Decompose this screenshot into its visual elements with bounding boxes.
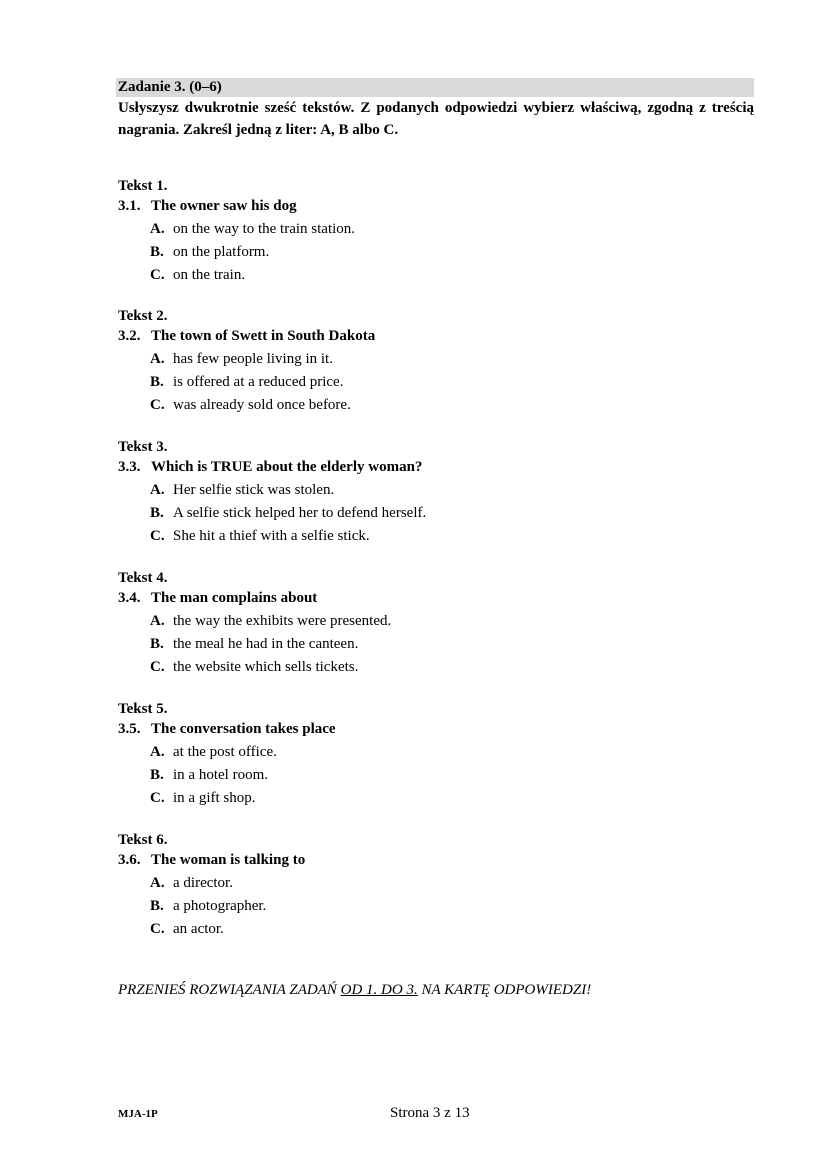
option-text: on the train. [173, 267, 246, 283]
option-b[interactable] [118, 371, 758, 394]
option-text: in a hotel room. [173, 767, 268, 783]
option-letter[interactable]: C. [150, 790, 165, 806]
option-text: was already sold once before. [173, 397, 351, 413]
option-c[interactable] [118, 525, 758, 548]
option-a[interactable] [118, 741, 758, 764]
question-number: 3.2. [118, 328, 141, 344]
text-block-5 [118, 699, 758, 810]
option-text: the meal he had in the canteen. [173, 636, 359, 652]
option-letter[interactable]: B. [150, 505, 164, 521]
question [118, 457, 758, 479]
question-number: 3.4. [118, 590, 141, 606]
option-letter[interactable]: A. [150, 221, 165, 237]
option-c[interactable] [118, 787, 758, 810]
option-b[interactable] [118, 241, 758, 264]
note-part-1: PRZENIEŚ ROZWIĄZANIA ZADAŃ [118, 982, 341, 998]
option-text: is offered at a reduced price. [173, 374, 344, 390]
option-a[interactable] [118, 610, 758, 633]
option-a[interactable] [118, 479, 758, 502]
option-a[interactable] [118, 218, 758, 241]
option-c[interactable] [118, 656, 758, 679]
question [118, 326, 758, 348]
option-c[interactable] [118, 918, 758, 941]
option-text: She hit a thief with a selfie stick. [173, 528, 370, 544]
option-text: a photographer. [173, 898, 267, 914]
option-a[interactable] [118, 348, 758, 371]
question [118, 719, 758, 741]
option-letter[interactable]: A. [150, 875, 165, 891]
option-letter[interactable]: B. [150, 767, 164, 783]
option-letter[interactable]: B. [150, 244, 164, 260]
question [118, 196, 758, 218]
option-text: at the post office. [173, 744, 277, 760]
question-text: Which is TRUE about the elderly woman? [151, 459, 423, 475]
option-letter[interactable]: B. [150, 636, 164, 652]
option-c[interactable] [118, 264, 758, 287]
transfer-answers-note [118, 980, 758, 1000]
text-label: Tekst 6. [118, 832, 168, 848]
option-a[interactable] [118, 872, 758, 895]
question-number: 3.1. [118, 198, 141, 214]
task-header: Zadanie 3. (0–6) [116, 78, 754, 97]
option-letter[interactable]: C. [150, 267, 165, 283]
option-letter[interactable]: A. [150, 613, 165, 629]
option-letter[interactable]: B. [150, 898, 164, 914]
question-number: 3.3. [118, 459, 141, 475]
text-block-6 [118, 830, 758, 941]
option-c[interactable] [118, 394, 758, 417]
option-text: an actor. [173, 921, 224, 937]
text-block-4 [118, 568, 758, 679]
text-label: Tekst 3. [118, 439, 168, 455]
option-letter[interactable]: C. [150, 528, 165, 544]
question-number: 3.6. [118, 852, 141, 868]
question-text: The conversation takes place [151, 721, 336, 737]
option-letter[interactable]: A. [150, 351, 165, 367]
option-text: the way the exhibits were presented. [173, 613, 392, 629]
option-b[interactable] [118, 764, 758, 787]
option-text: on the platform. [173, 244, 270, 260]
question [118, 850, 758, 872]
option-letter[interactable]: A. [150, 482, 165, 498]
text-block-3 [118, 437, 758, 548]
text-label: Tekst 4. [118, 570, 168, 586]
task-instruction: Usłyszysz dwukrotnie sześć tekstów. Z podanych odpowiedzi wybierz właściwą, zgodną z treścią nagrania. Zakreśl jedną z liter: A, B albo C. [118, 100, 754, 138]
option-letter[interactable]: C. [150, 397, 165, 413]
question-number: 3.5. [118, 721, 141, 737]
exam-code: MJA-1P [118, 1108, 158, 1120]
note-underlined-range: OD 1. DO 3. [340, 982, 418, 998]
option-text: A selfie stick helped her to defend herself. [173, 505, 427, 521]
option-b[interactable] [118, 633, 758, 656]
option-b[interactable] [118, 502, 758, 525]
text-block-1 [118, 176, 758, 287]
text-label: Tekst 2. [118, 308, 168, 324]
option-text: has few people living in it. [173, 351, 333, 367]
page-number: Strona 3 z 13 [390, 1105, 470, 1121]
question-text: The town of Swett in South Dakota [151, 328, 376, 344]
question-text: The man complains about [151, 590, 318, 606]
option-text: a director. [173, 875, 233, 891]
option-text: on the way to the train station. [173, 221, 356, 237]
question [118, 588, 758, 610]
note-part-2: NA KARTĘ ODPOWIEDZI! [417, 982, 592, 998]
text-block-2 [118, 306, 758, 417]
option-text: Her selfie stick was stolen. [173, 482, 335, 498]
option-letter[interactable]: A. [150, 744, 165, 760]
text-label: Tekst 1. [118, 178, 168, 194]
text-label: Tekst 5. [118, 701, 168, 717]
option-letter[interactable]: C. [150, 659, 165, 675]
question-text: The owner saw his dog [151, 198, 297, 214]
option-text: the website which sells tickets. [173, 659, 359, 675]
question-text: The woman is talking to [151, 852, 306, 868]
option-letter[interactable]: B. [150, 374, 164, 390]
option-b[interactable] [118, 895, 758, 918]
option-text: in a gift shop. [173, 790, 256, 806]
option-letter[interactable]: C. [150, 921, 165, 937]
